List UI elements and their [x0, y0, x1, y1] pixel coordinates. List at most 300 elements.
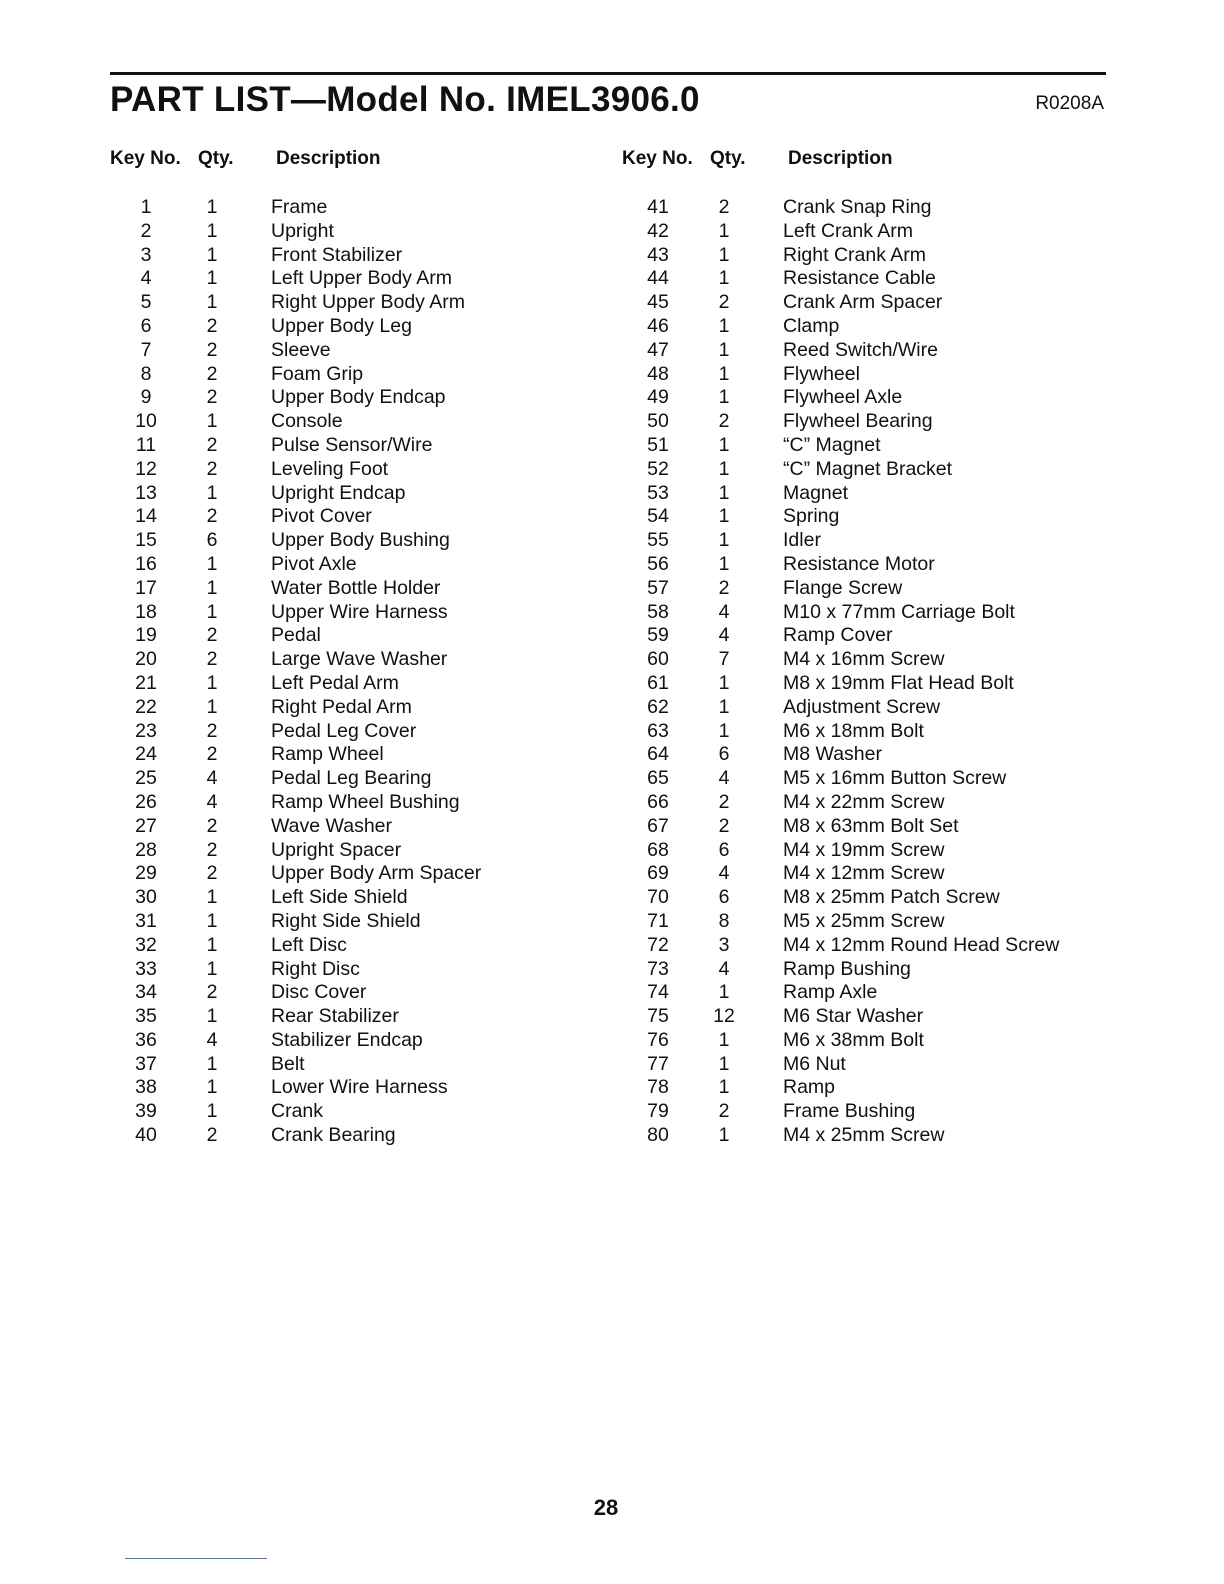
part-description: Belt: [271, 1052, 305, 1075]
part-description: Pivot Cover: [271, 505, 372, 528]
part-key-no: 78: [647, 1076, 669, 1099]
part-description: Upper Body Arm Spacer: [271, 862, 482, 885]
part-qty: 1: [718, 386, 730, 409]
part-key-no: 11: [135, 433, 157, 456]
part-qty: 1: [718, 314, 730, 337]
part-description: Ramp Bushing: [783, 957, 911, 980]
part-row: [110, 767, 590, 791]
part-qty: 1: [718, 481, 730, 504]
part-qty: 1: [206, 1052, 218, 1075]
part-qty: 2: [206, 505, 218, 528]
part-qty: 2: [718, 790, 730, 813]
part-description: Ramp Wheel Bushing: [271, 790, 460, 813]
part-key-no: 40: [135, 1124, 157, 1147]
part-row: [110, 1100, 590, 1124]
part-row: [110, 958, 590, 982]
part-description: M8 x 25mm Patch Screw: [783, 886, 1000, 909]
part-description: Flywheel Axle: [783, 386, 903, 409]
part-key-no: 42: [647, 219, 669, 242]
part-description: Adjustment Screw: [783, 695, 941, 718]
part-description: M6 Star Washer: [783, 1005, 924, 1028]
part-qty: 2: [206, 433, 218, 456]
part-qty: 2: [206, 743, 218, 766]
part-row: [110, 315, 590, 339]
part-row: [622, 862, 1106, 886]
part-key-no: 62: [647, 695, 669, 718]
part-row: [110, 1005, 590, 1029]
part-qty: 1: [206, 196, 218, 218]
part-key-no: 1: [140, 196, 152, 218]
part-key-no: 26: [135, 790, 157, 813]
part-row: [622, 934, 1106, 958]
part-description: Right Crank Arm: [783, 243, 927, 266]
part-row: [622, 363, 1106, 387]
part-row: [622, 886, 1106, 910]
part-key-no: 3: [140, 243, 152, 266]
part-key-no: 27: [135, 814, 157, 837]
part-qty: 1: [206, 1005, 218, 1028]
part-qty: 1: [206, 1100, 218, 1123]
part-row: [622, 648, 1106, 672]
part-qty: 2: [718, 196, 730, 218]
part-qty: 6: [718, 743, 730, 766]
part-row: [110, 886, 590, 910]
part-row: [110, 720, 590, 744]
part-description: M5 x 16mm Button Screw: [783, 767, 1007, 790]
part-row: [622, 1100, 1106, 1124]
part-key-no: 79: [647, 1100, 669, 1123]
part-row: [622, 624, 1106, 648]
part-description: Water Bottle Holder: [271, 576, 441, 599]
part-key-no: 2: [140, 219, 152, 242]
part-key-no: 80: [647, 1124, 669, 1147]
part-row: [622, 981, 1106, 1005]
part-row: [110, 862, 590, 886]
part-qty: 1: [206, 552, 218, 575]
part-row: [110, 244, 590, 268]
part-description: M10 x 77mm Carriage Bolt: [783, 600, 1015, 623]
part-row: [110, 291, 590, 315]
part-row: [110, 1029, 590, 1053]
part-description: Upright Endcap: [271, 481, 406, 504]
part-qty: 1: [206, 1076, 218, 1099]
part-description: Left Side Shield: [271, 886, 408, 909]
part-description: Frame: [271, 196, 328, 218]
part-description: Rear Stabilizer: [271, 1005, 399, 1028]
part-description: Crank Snap Ring: [783, 196, 932, 218]
document-code: R0208A: [1035, 93, 1104, 114]
part-qty: 2: [718, 291, 730, 314]
part-description: Upright: [271, 219, 334, 242]
part-qty: 1: [206, 909, 218, 932]
part-description: M6 Nut: [783, 1052, 846, 1075]
part-qty: 1: [718, 671, 730, 694]
part-description: Resistance Cable: [783, 267, 936, 290]
part-row: [622, 410, 1106, 434]
part-description: M4 x 22mm Screw: [783, 790, 945, 813]
parts-list-left: [110, 196, 590, 1148]
part-row: [622, 339, 1106, 363]
part-key-no: 47: [647, 338, 669, 361]
part-qty: 4: [206, 767, 218, 790]
page-title: PART LIST—Model No. IMEL3906.0: [110, 80, 700, 119]
part-description: M6 x 18mm Bolt: [783, 719, 924, 742]
part-row: [622, 505, 1106, 529]
part-key-no: 9: [140, 386, 152, 409]
part-description: Sleeve: [271, 338, 331, 361]
part-row: [110, 934, 590, 958]
part-qty: 8: [718, 909, 730, 932]
part-key-no: 49: [647, 386, 669, 409]
part-qty: 1: [206, 243, 218, 266]
header-qty: Qty.: [198, 148, 234, 169]
part-row: [622, 315, 1106, 339]
part-description: Lower Wire Harness: [271, 1076, 448, 1099]
part-description: Flywheel: [783, 362, 860, 385]
part-row: [622, 1005, 1106, 1029]
column-header: [622, 148, 1106, 178]
part-qty: 4: [718, 862, 730, 885]
part-key-no: 10: [135, 410, 157, 433]
column-header: [110, 148, 590, 178]
part-key-no: 41: [647, 196, 669, 218]
part-qty: 1: [718, 981, 730, 1004]
part-key-no: 56: [647, 552, 669, 575]
part-key-no: 46: [647, 314, 669, 337]
part-key-no: 29: [135, 862, 157, 885]
part-key-no: 34: [135, 981, 157, 1004]
part-key-no: 67: [647, 814, 669, 837]
part-row: [110, 648, 590, 672]
part-row: [622, 386, 1106, 410]
part-row: [622, 672, 1106, 696]
part-description: Left Upper Body Arm: [271, 267, 453, 290]
part-key-no: 35: [135, 1005, 157, 1028]
part-description: Ramp Cover: [783, 624, 893, 647]
part-qty: 2: [206, 1124, 218, 1147]
part-qty: 6: [718, 838, 730, 861]
part-qty: 1: [718, 529, 730, 552]
part-description: Right Disc: [271, 957, 360, 980]
part-key-no: 52: [647, 457, 669, 480]
part-qty: 1: [718, 552, 730, 575]
part-description: Upper Wire Harness: [271, 600, 448, 623]
part-key-no: 75: [647, 1005, 669, 1028]
part-row: [622, 815, 1106, 839]
part-row: [622, 1053, 1106, 1077]
part-qty: 1: [718, 1028, 730, 1051]
part-key-no: 64: [647, 743, 669, 766]
footer-line: [125, 1558, 267, 1559]
part-description: Console: [271, 410, 343, 433]
part-qty: 4: [206, 1028, 218, 1051]
part-description: M4 x 12mm Screw: [783, 862, 945, 885]
part-row: [110, 339, 590, 363]
part-key-no: 16: [135, 552, 157, 575]
part-description: Wave Washer: [271, 814, 392, 837]
part-qty: 1: [206, 933, 218, 956]
part-qty: 1: [206, 576, 218, 599]
part-row: [110, 196, 590, 220]
part-row: [110, 981, 590, 1005]
part-key-no: 53: [647, 481, 669, 504]
part-description: Pedal: [271, 624, 321, 647]
part-description: Pivot Axle: [271, 552, 357, 575]
part-key-no: 61: [647, 671, 669, 694]
part-qty: 12: [713, 1005, 735, 1028]
part-description: Pulse Sensor/Wire: [271, 433, 433, 456]
part-qty: 1: [206, 957, 218, 980]
part-description: Right Pedal Arm: [271, 695, 412, 718]
part-qty: 1: [718, 1052, 730, 1075]
part-key-no: 22: [135, 695, 157, 718]
part-row: [622, 577, 1106, 601]
part-description: Upper Body Endcap: [271, 386, 446, 409]
part-description: Leveling Foot: [271, 457, 389, 480]
part-description: Resistance Motor: [783, 552, 935, 575]
part-key-no: 15: [135, 529, 157, 552]
part-row: [622, 196, 1106, 220]
part-row: [110, 1124, 590, 1148]
part-qty: 1: [206, 671, 218, 694]
part-row: [622, 910, 1106, 934]
part-key-no: 50: [647, 410, 669, 433]
page-number: 28: [593, 1495, 619, 1520]
part-row: [110, 815, 590, 839]
part-qty: 2: [206, 314, 218, 337]
part-key-no: 55: [647, 529, 669, 552]
part-qty: 2: [206, 362, 218, 385]
part-row: [622, 1076, 1106, 1100]
part-key-no: 33: [135, 957, 157, 980]
part-description: Disc Cover: [271, 981, 367, 1004]
part-qty: 1: [206, 600, 218, 623]
part-qty: 1: [206, 410, 218, 433]
part-key-no: 13: [135, 481, 157, 504]
part-key-no: 60: [647, 648, 669, 671]
part-row: [622, 696, 1106, 720]
part-row: [622, 482, 1106, 506]
part-description: Left Pedal Arm: [271, 671, 399, 694]
part-qty: 4: [718, 600, 730, 623]
part-qty: 1: [206, 886, 218, 909]
part-row: [622, 720, 1106, 744]
part-qty: 1: [718, 1076, 730, 1099]
part-row: [622, 458, 1106, 482]
part-row: [110, 267, 590, 291]
part-row: [110, 458, 590, 482]
part-qty: 1: [718, 267, 730, 290]
part-row: [622, 791, 1106, 815]
part-key-no: 20: [135, 648, 157, 671]
part-qty: 6: [718, 886, 730, 909]
part-key-no: 77: [647, 1052, 669, 1075]
part-key-no: 25: [135, 767, 157, 790]
part-row: [622, 434, 1106, 458]
part-description: Pedal Leg Bearing: [271, 767, 432, 790]
part-qty: 6: [206, 529, 218, 552]
part-qty: 2: [718, 1100, 730, 1123]
part-description: Idler: [783, 529, 821, 552]
part-description: M8 x 63mm Bolt Set: [783, 814, 959, 837]
part-qty: 1: [206, 695, 218, 718]
part-key-no: 73: [647, 957, 669, 980]
parts-column-left: [110, 148, 590, 1148]
part-key-no: 12: [135, 457, 157, 480]
part-description: Crank Arm Spacer: [783, 291, 943, 314]
part-key-no: 19: [135, 624, 157, 647]
part-description: M8 x 19mm Flat Head Bolt: [783, 671, 1014, 694]
part-description: Ramp Axle: [783, 981, 878, 1004]
part-key-no: 43: [647, 243, 669, 266]
part-qty: 1: [718, 338, 730, 361]
part-qty: 2: [206, 862, 218, 885]
part-description: Upright Spacer: [271, 838, 402, 861]
part-description: Reed Switch/Wire: [783, 338, 938, 361]
part-key-no: 70: [647, 886, 669, 909]
part-description: Stabilizer Endcap: [271, 1028, 423, 1051]
parts-list-right: [622, 196, 1106, 1148]
part-row: [622, 743, 1106, 767]
part-qty: 1: [206, 219, 218, 242]
part-qty: 4: [718, 767, 730, 790]
part-description: Left Disc: [271, 933, 347, 956]
part-row: [622, 244, 1106, 268]
part-row: [622, 958, 1106, 982]
part-description: Ramp Wheel: [271, 743, 384, 766]
part-row: [110, 791, 590, 815]
part-description: Left Crank Arm: [783, 219, 914, 242]
part-key-no: 28: [135, 838, 157, 861]
part-qty: 1: [718, 433, 730, 456]
header-key-no: Key No.: [622, 148, 693, 169]
part-qty: 4: [718, 624, 730, 647]
part-key-no: 23: [135, 719, 157, 742]
part-key-no: 59: [647, 624, 669, 647]
part-qty: 4: [718, 957, 730, 980]
part-key-no: 71: [647, 909, 669, 932]
part-qty: 2: [206, 457, 218, 480]
part-row: [622, 767, 1106, 791]
part-key-no: 45: [647, 291, 669, 314]
part-row: [110, 601, 590, 625]
part-row: [110, 410, 590, 434]
part-description: M4 x 19mm Screw: [783, 838, 945, 861]
part-key-no: 68: [647, 838, 669, 861]
part-row: [110, 505, 590, 529]
part-row: [622, 291, 1106, 315]
part-description: Ramp: [783, 1076, 836, 1099]
part-description: Flywheel Bearing: [783, 410, 933, 433]
part-row: [110, 1053, 590, 1077]
part-row: [622, 601, 1106, 625]
part-description: M5 x 25mm Screw: [783, 909, 945, 932]
part-key-no: 39: [135, 1100, 157, 1123]
part-qty: 1: [718, 243, 730, 266]
part-qty: 4: [206, 790, 218, 813]
part-key-no: 24: [135, 743, 157, 766]
part-description: Large Wave Washer: [271, 648, 448, 671]
part-description: Flange Screw: [783, 576, 903, 599]
part-description: Upper Body Leg: [271, 314, 412, 337]
part-qty: 2: [206, 624, 218, 647]
part-row: [110, 839, 590, 863]
part-key-no: 8: [140, 362, 152, 385]
part-key-no: 32: [135, 933, 157, 956]
part-row: [110, 577, 590, 601]
part-qty: 2: [206, 338, 218, 361]
part-qty: 1: [718, 362, 730, 385]
part-key-no: 63: [647, 719, 669, 742]
part-description: Crank Bearing: [271, 1124, 396, 1147]
title-rule: [110, 72, 1106, 75]
part-row: [110, 672, 590, 696]
part-description: Crank: [271, 1100, 324, 1123]
part-row: [622, 267, 1106, 291]
part-qty: 2: [206, 648, 218, 671]
part-description: “C” Magnet: [783, 433, 881, 456]
part-row: [110, 220, 590, 244]
part-qty: 1: [206, 291, 218, 314]
part-description: Frame Bushing: [783, 1100, 916, 1123]
part-key-no: 4: [140, 267, 152, 290]
part-key-no: 58: [647, 600, 669, 623]
part-key-no: 57: [647, 576, 669, 599]
part-description: M8 Washer: [783, 743, 882, 766]
part-qty: 7: [718, 648, 730, 671]
part-row: [110, 386, 590, 410]
part-key-no: 17: [135, 576, 157, 599]
part-description: Front Stabilizer: [271, 243, 403, 266]
part-qty: 2: [206, 838, 218, 861]
part-description: Right Side Shield: [271, 909, 421, 932]
part-row: [110, 910, 590, 934]
part-description: Clamp: [783, 314, 840, 337]
part-description: “C” Magnet Bracket: [783, 457, 953, 480]
part-description: M4 x 16mm Screw: [783, 648, 945, 671]
part-key-no: 48: [647, 362, 669, 385]
part-key-no: 69: [647, 862, 669, 885]
part-key-no: 7: [140, 338, 152, 361]
header-qty: Qty.: [710, 148, 746, 169]
part-row: [110, 529, 590, 553]
part-description: Pedal Leg Cover: [271, 719, 417, 742]
part-qty: 1: [206, 267, 218, 290]
part-row: [110, 482, 590, 506]
part-qty: 1: [718, 219, 730, 242]
part-key-no: 37: [135, 1052, 157, 1075]
part-key-no: 44: [647, 267, 669, 290]
part-row: [622, 529, 1106, 553]
part-qty: 1: [718, 457, 730, 480]
part-row: [622, 553, 1106, 577]
part-qty: 2: [206, 981, 218, 1004]
part-key-no: 76: [647, 1028, 669, 1051]
part-key-no: 14: [135, 505, 157, 528]
part-key-no: 54: [647, 505, 669, 528]
part-qty: 3: [718, 933, 730, 956]
part-qty: 1: [718, 719, 730, 742]
part-qty: 1: [718, 695, 730, 718]
part-row: [622, 1029, 1106, 1053]
part-row: [110, 363, 590, 387]
part-key-no: 66: [647, 790, 669, 813]
part-description: Foam Grip: [271, 362, 364, 385]
part-row: [110, 434, 590, 458]
part-key-no: 36: [135, 1028, 157, 1051]
part-qty: 1: [206, 481, 218, 504]
part-key-no: 72: [647, 933, 669, 956]
